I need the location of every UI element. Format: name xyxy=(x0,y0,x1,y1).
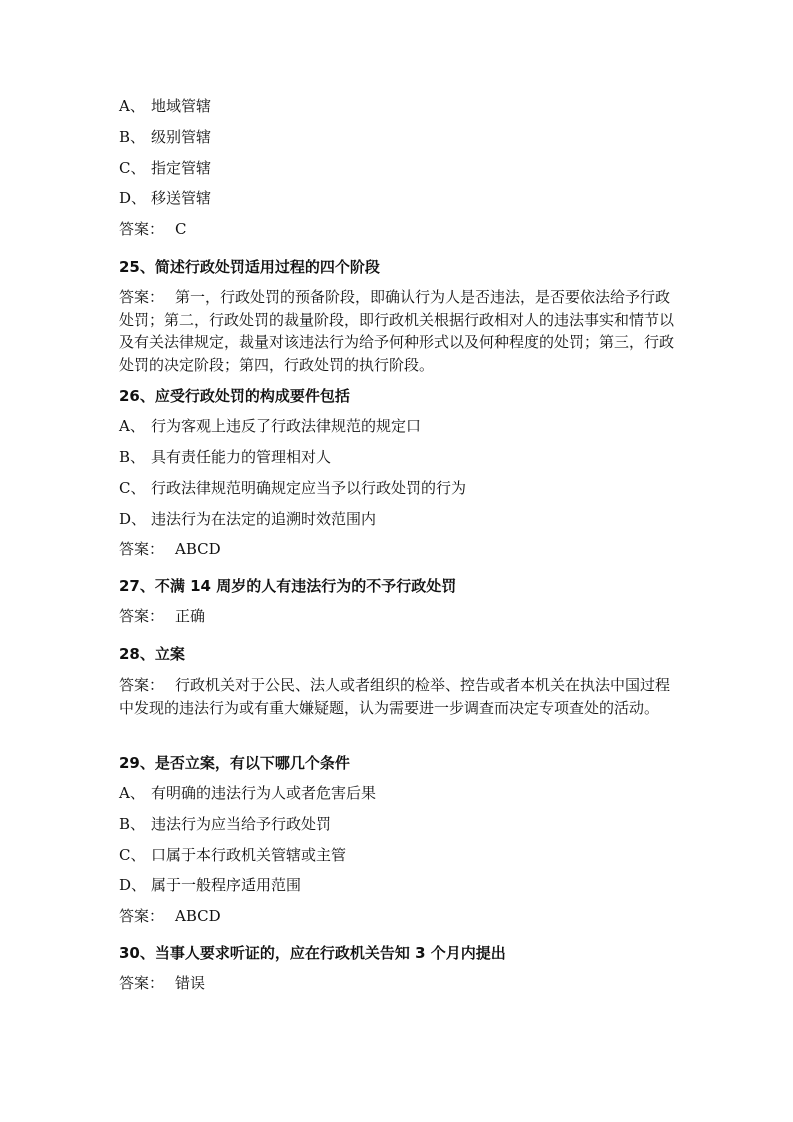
q28-answer: 答案： 行政机关对于公民、法人或者组织的检举、控告或者本机关在执法中国过程中发现的违法行为或有重大嫌疑题，认为需要进一步调查而决定专项查处的活动。 xyxy=(119,676,671,717)
q24-option-c: C、 指定管辖 xyxy=(119,159,212,177)
q26-option-a: A、 行为客观上违反了行政法律规范的规定口 xyxy=(119,417,422,435)
q26-option-b: B、 具有责任能力的管理相对人 xyxy=(119,448,332,466)
q27-title: 27、不满 14 周岁的人有违法行为的不予行政处罚 xyxy=(119,577,457,595)
q25-answer: 答案： 第一，行政处罚的预备阶段，即确认行为人是否违法，是否要依法给予行政处罚；第二，行政处罚的裁量阶段，即行政机关根据行政相对人的违法事实和情节以及有关法律规定，裁量对该违法行为给予何种形式以及何种程度的处罚；第三，行政处罚的决定阶段；第四，行政处罚的执行阶段。 xyxy=(119,288,675,375)
q24-option-a: A、 地域管辖 xyxy=(119,97,212,115)
q24-option-b: B、 级别管辖 xyxy=(119,128,212,146)
q29-answer: 答案： ABCD xyxy=(119,907,221,925)
q30-answer: 答案： 错误 xyxy=(119,974,206,992)
q30-title: 30、当事人要求听证的，应在行政机关告知 3 个月内提出 xyxy=(119,944,506,962)
q29-option-b: B、 违法行为应当给予行政处罚 xyxy=(119,815,332,833)
q26-option-d: D、 违法行为在法定的追溯时效范围内 xyxy=(119,510,377,528)
q29-title: 29、是否立案，有以下哪几个条件 xyxy=(119,754,350,772)
q24-option-d: D、 移送管辖 xyxy=(119,189,212,207)
q29-option-d: D、 属于一般程序适用范围 xyxy=(119,876,302,894)
q29-option-c: C、 口属于本行政机关管辖或主管 xyxy=(119,846,347,864)
q24-answer: 答案： C xyxy=(119,220,187,238)
q25-title: 25、简述行政处罚适用过程的四个阶段 xyxy=(119,258,380,276)
q26-option-c: C、 行政法律规范明确规定应当予以行政处罚的行为 xyxy=(119,479,467,497)
q26-answer: 答案： ABCD xyxy=(119,540,221,558)
q27-answer: 答案： 正确 xyxy=(119,607,206,625)
q28-title: 28、立案 xyxy=(119,645,185,663)
q26-title: 26、应受行政处罚的构成要件包括 xyxy=(119,387,350,405)
q29-option-a: A、 有明确的违法行为人或者危害后果 xyxy=(119,784,377,802)
